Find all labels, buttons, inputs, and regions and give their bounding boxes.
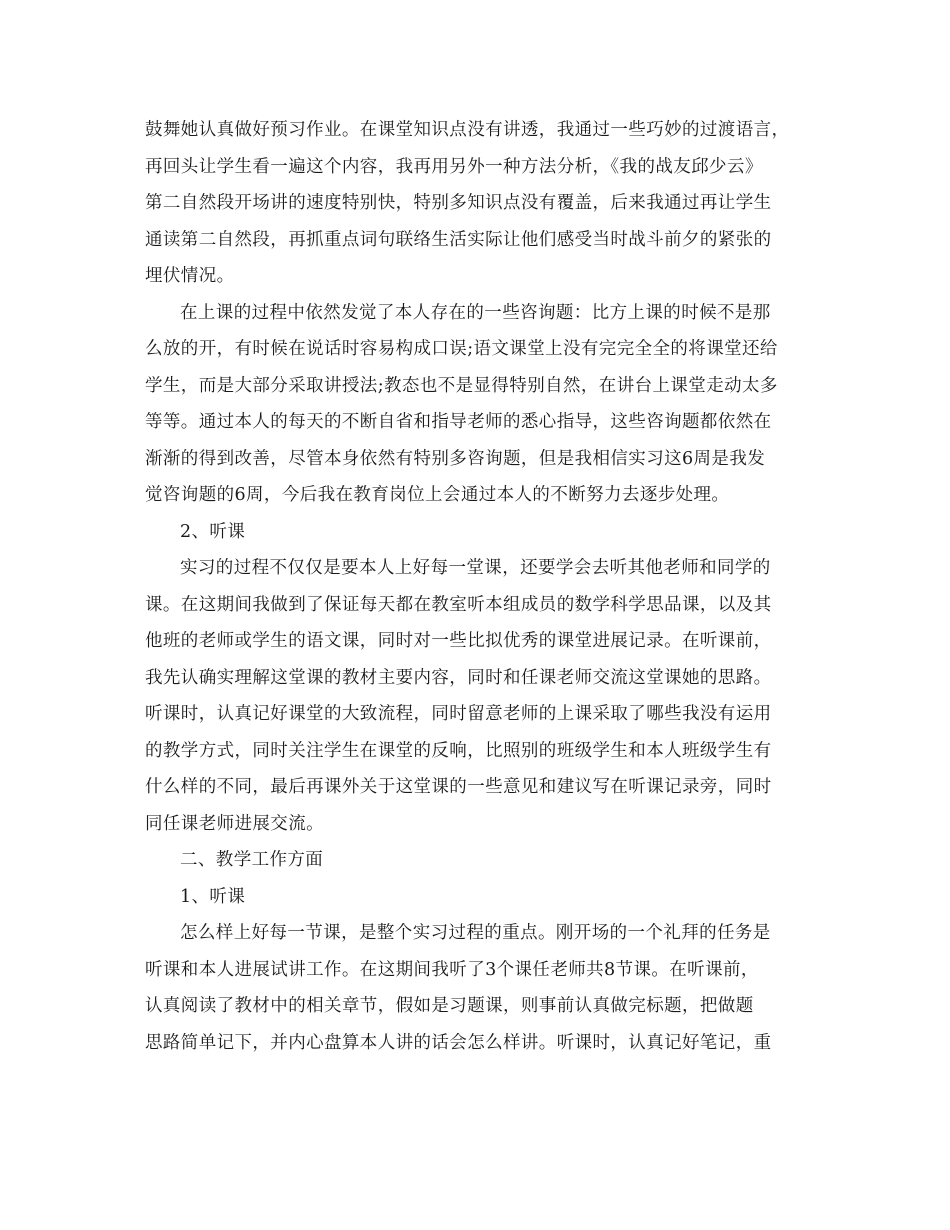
- paragraph-start-line: 实习的过程不仅仅是要本人上好每一堂课，还要学会去听其他老师和同学的: [180, 558, 771, 578]
- text-line: 同任课老师进展交流。: [145, 813, 324, 834]
- text-line: 我先认确实理解这堂课的教材主要内容，同时和任课老师交流这堂课她的思路。: [145, 667, 772, 688]
- paragraph-start-line: 怎么样上好每一节课，是整个实习过程的重点。刚开场的一个礼拜的任务是: [180, 923, 771, 943]
- document-body: [145, 112, 807, 1061]
- text-line: 么放的开，有时候在说话时容易构成口误;语文课堂上没有完完全全的将课堂还给: [145, 339, 778, 359]
- text-line: 通读第二自然段，再抓重点词句联络生活实际让他们感受当时战斗前夕的紧张的: [145, 229, 772, 250]
- text-line: 什么样的不同，最后再课外关于这堂课的一些意见和建议写在听课记录旁，同时: [145, 777, 772, 797]
- text-line: 课。在这期间我做到了保证每天都在教室听本组成员的数学科学思品课，以及其: [145, 594, 772, 615]
- text-line: 鼓舞她认真做好预习作业。在课堂知识点没有讲透，我通过一些巧妙的过渡语言，: [145, 120, 790, 140]
- text-line: 埋伏情况。: [145, 266, 235, 286]
- section-heading: 二、教学工作方面: [180, 850, 324, 870]
- text-line: 认真阅读了教材中的相关章节，假如是习题课，则事前认真做完标题，把做题: [145, 996, 754, 1016]
- text-line: 他班的老师或学生的语文课，同时对一些比拟优秀的课堂进展记录。在听课前，: [145, 631, 772, 651]
- section-heading: 2、听课: [180, 521, 246, 542]
- text-line: 听课时，认真记好课堂的大致流程，同时留意老师的上课采取了哪些我没有运用: [145, 704, 772, 724]
- text-line: 思路简单记下，并内心盘算本人讲的话会怎么样讲。听课时，认真记好笔记，重: [145, 1032, 772, 1053]
- text-line: 再回头让学生看一遍这个内容，我再用另外一种方法分析，《我的战友邱少云》: [145, 156, 763, 177]
- text-line: 学生，而是大部分采取讲授法;教态也不是显得特别自然，在讲台上课堂走动太多: [145, 375, 778, 396]
- text-line: 听课和本人进展试讲工作。在这期间我听了3个课任老师共8节课。在听课前，: [145, 959, 759, 980]
- text-line: 等等。通过本人的每天的不断自省和指导老师的悉心指导，这些咨询题都依然在: [145, 412, 772, 432]
- text-line: 觉咨询题的6周，今后我在教育岗位上会通过本人的不断努力去逐步处理。: [145, 485, 730, 505]
- text-line: 渐渐的得到改善，尽管本身依然有特别多咨询题，但是我相信实习这6周是我发: [145, 448, 766, 469]
- section-heading: 1、听课: [180, 886, 246, 907]
- text-line: 的教学方式，同时关注学生在课堂的反响，比照别的班级学生和本人班级学生有: [145, 740, 772, 761]
- paragraph-start-line: 在上课的过程中依然发觉了本人存在的一些咨询题：比方上课的时候不是那: [180, 302, 771, 323]
- text-line: 第二自然段开场讲的速度特别快，特别多知识点没有覆盖，后来我通过再让学生: [145, 193, 772, 213]
